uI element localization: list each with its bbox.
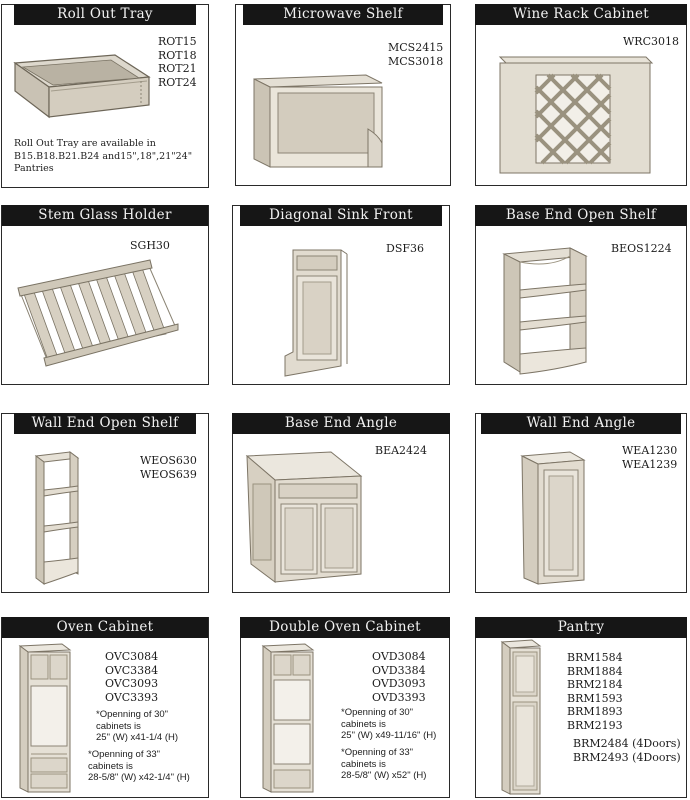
card-title: Pantry [475,617,687,638]
product-card-roll-out-tray [1,4,209,188]
model-code: ROT18 [158,48,197,62]
card-title: Wine Rack Cabinet [475,4,687,25]
card-title: Double Oven Cabinet [240,617,450,638]
model-code: OVC3084 [105,650,159,663]
model-code: WEOS630 [140,454,197,467]
wine-rack-cabinet-image [496,53,656,177]
product-card-microwave-shelf [235,4,451,186]
wall-end-open-shelf-image [30,450,84,588]
model-codes [140,454,197,481]
product-card-oven-cabinet [1,617,209,798]
model-code: BRM1884 [567,664,623,678]
model-code: OVD3384 [372,663,426,677]
model-code: OVC3093 [105,677,159,690]
model-code: BEA2424 [375,444,428,457]
model-codes [567,651,623,732]
card-title: Oven Cabinet [2,617,208,638]
product-card-stem-glass-holder [1,205,209,385]
roll-out-tray-image [7,51,152,123]
model-code: OVD3084 [372,650,426,663]
model-code: BRM1593 [567,691,623,705]
opening-note-33: *Openning of 33" cabinets is 28-5/8" (W) x42-1/4" (H) [88,749,190,783]
model-code: BRM2193 [567,718,623,732]
opening-note-33: *Openning of 33" cabinets is 28-5/8" (W) x52" (H) [341,747,427,781]
product-card-base-end-angle [232,413,450,593]
model-code: DSF36 [386,242,424,255]
model-code: BRM2484 (4Doors) [573,737,681,750]
model-code: BRM1893 [567,705,623,718]
card-title: Roll Out Tray [14,4,196,25]
product-card-wine-rack-cabinet [475,4,687,186]
microwave-shelf-image [248,69,388,171]
stem-glass-holder-image [14,258,180,370]
model-codes [130,239,170,253]
model-code: WEOS639 [140,467,197,481]
model-code: ROT24 [158,75,197,89]
model-codes [105,650,158,704]
model-codes [372,650,426,704]
model-code: BEOS1224 [611,242,672,255]
model-codes [623,35,679,49]
card-title: Wall End Open Shelf [14,413,196,434]
model-code: MCS3018 [388,54,444,68]
model-code: MCS2415 [388,41,444,54]
diagonal-sink-front-image [279,246,359,378]
base-end-angle-image [245,450,365,590]
wall-end-angle-image [520,450,588,592]
model-codes [611,242,672,256]
model-code: BRM1584 [567,651,623,664]
model-code: ROT15 [158,35,197,48]
card-title: Base End Open Shelf [475,205,687,226]
model-code: WEA1230 [622,444,678,457]
model-code: BRM2493 (4Doors) [573,750,681,764]
card-title: Wall End Angle [481,413,681,434]
availability-note: Roll Out Tray are available in B15.B18.B21.B24 and15",18",21"24" Pantries [14,138,193,174]
model-code: OVD3393 [372,690,426,704]
model-code: OVC3393 [105,690,159,704]
product-card-wall-end-angle [475,413,687,593]
product-card-pantry [475,617,687,798]
product-card-double-oven-cabinet [240,617,450,798]
card-title: Stem Glass Holder [2,205,208,226]
model-code: WEA1239 [622,457,678,471]
model-codes [375,444,427,458]
model-codes [386,242,424,256]
oven-cabinet-image [16,642,74,794]
card-title: Microwave Shelf [243,4,443,25]
product-card-base-end-open-shelf [475,205,687,385]
double-oven-cabinet-image [259,642,317,794]
card-title: Base End Angle [232,413,450,434]
opening-note-30: *Openning of 30" cabinets is 25" (W) x49-11/16" (H) [341,707,437,741]
model-codes [622,444,677,471]
model-codes [158,35,197,89]
opening-note-30: *Openning of 30" cabinets is 25" (W) x41-1/4 (H) [96,709,179,743]
product-card-wall-end-open-shelf [1,413,209,593]
model-code: OVC3384 [105,663,159,677]
model-code: WRC3018 [623,35,679,48]
model-codes-4doors [573,737,681,764]
model-code: BRM2184 [567,678,623,691]
model-code: OVD3093 [372,677,426,690]
pantry-image [498,638,544,796]
product-card-diagonal-sink-front [232,205,450,385]
card-title: Diagonal Sink Front [240,205,442,226]
model-codes [388,41,443,68]
base-end-open-shelf-image [500,246,592,378]
model-code: ROT21 [158,62,197,75]
model-code: SGH30 [130,239,170,252]
